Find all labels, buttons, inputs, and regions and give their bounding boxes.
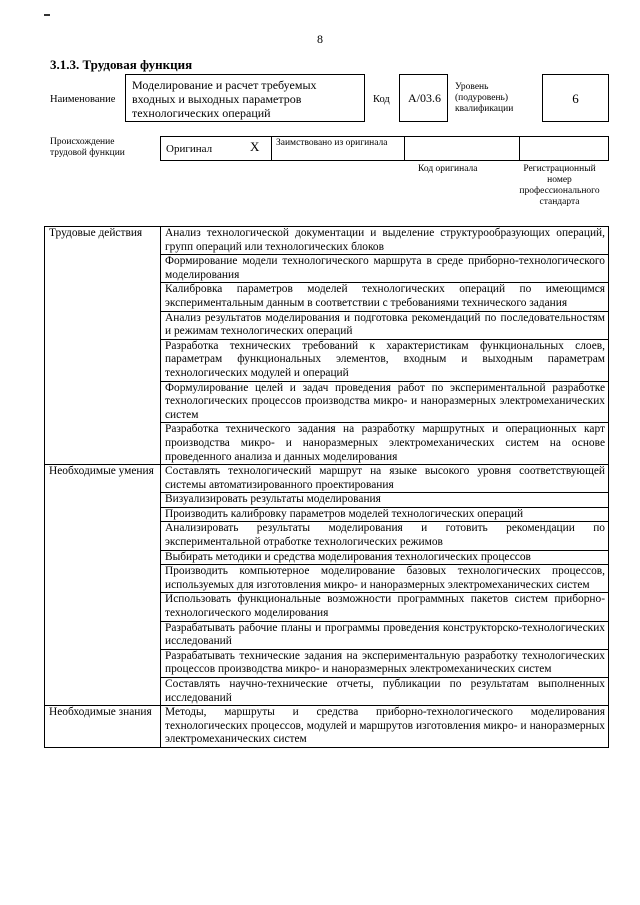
level-value: 6: [572, 91, 579, 106]
section-item: Разрабатывать рабочие планы и программы проведения конструкторско-технологических исследований: [161, 621, 609, 649]
section-item: Производить компьютерное моделирование базовых технологических процессов, используемых для изготовления микро- и наноразмерных электромеханических систем: [161, 565, 609, 593]
section-item: Формирование модели технологического маршрута в среде приборно-технологического моделирования: [161, 255, 609, 283]
table-row: [45, 227, 609, 255]
section-item: Калибровка параметров моделей технологических операций по имеющимся экспериментальным данным в соответствии с требованиями технического задания: [161, 283, 609, 311]
section-item: Разрабатывать технические задания на экспериментальную разработку технологических процессов производства микро- и наноразмерных электромеханических систем: [161, 649, 609, 677]
section-item: Методы, маршруты и средства приборно-технологического моделирования технологических процессов, модулей и маршрутов изготовления микро- и наноразмерных электромеханических систем: [161, 706, 609, 748]
table-row: [45, 706, 609, 748]
section-item: Формулирование целей и задач проведения работ по экспериментальной разработке технологических процессов производства микро- и наноразмерных электромеханических систем: [161, 381, 609, 423]
code-value: А/03.6: [408, 91, 441, 105]
page-number: 8: [317, 32, 323, 46]
section-title: 3.1.3. Трудовая функция: [50, 57, 193, 72]
code-label: Код: [373, 94, 390, 105]
reg-number-label: Регистрационный номер профессионального стандарта: [519, 164, 600, 207]
scan-mark: [44, 14, 50, 16]
level-value-box: [542, 74, 609, 122]
section-label: Необходимые умения: [45, 465, 161, 706]
section-item: Анализ технологической документации и выделение структурообразующих операций, групп операций или технологических блоков: [161, 227, 609, 255]
section-label: Трудовые действия: [45, 227, 161, 465]
table-row: [45, 465, 609, 493]
code-value-box: [399, 74, 448, 122]
name-value: Моделирование и расчет требуемых входных и выходных параметров технологических операций: [132, 78, 317, 120]
name-value-box: [125, 74, 365, 122]
section-item: Анализ результатов моделирования и подготовка рекомендаций по последовательностям и режимам технологических операций: [161, 311, 609, 339]
section-item: Визуализировать результаты моделирования: [161, 493, 609, 508]
borrowed-label: Заимствовано из оригинала: [276, 138, 388, 148]
origin-label: Происхождение трудовой функции: [50, 137, 125, 158]
labor-function-table: [44, 226, 609, 748]
section-item: Разработка технического задания на разработку маршрутных и операционных карт производства микро- и наноразмерных электромеханических систем на основе проведенного анализа и данных моделирования: [161, 423, 609, 465]
level-label: Уровень (подуровень) квалификации: [455, 82, 514, 114]
section-item: Разработка технических требований к характеристикам функциональных слоев, параметрам функциональных элементов, входным и выходным параметрам технологических модулей и операций: [161, 339, 609, 381]
original-mark: X: [250, 139, 260, 154]
section-item: Анализировать результаты моделирования и готовить рекомендации по экспериментальной отработке технологических режимов: [161, 522, 609, 550]
original-label: Оригинал: [166, 143, 213, 155]
section-item: Составлять технологический маршрут на языке высокого уровня соответствующей системы автоматизированного проектирования: [161, 465, 609, 493]
code-original-label: Код оригинала: [418, 164, 478, 174]
section-item: Производить калибровку параметров моделей технологических операций: [161, 507, 609, 522]
section-item: Выбирать методики и средства моделирования технологических процессов: [161, 550, 609, 565]
section-item: Использовать функциональные возможности программных пакетов систем приборно-технологического моделирования: [161, 593, 609, 621]
name-label: Наименование: [50, 94, 116, 105]
section-label: Необходимые знания: [45, 706, 161, 748]
section-item: Составлять научно-технические отчеты, публикации по результатам выполненных исследований: [161, 678, 609, 706]
